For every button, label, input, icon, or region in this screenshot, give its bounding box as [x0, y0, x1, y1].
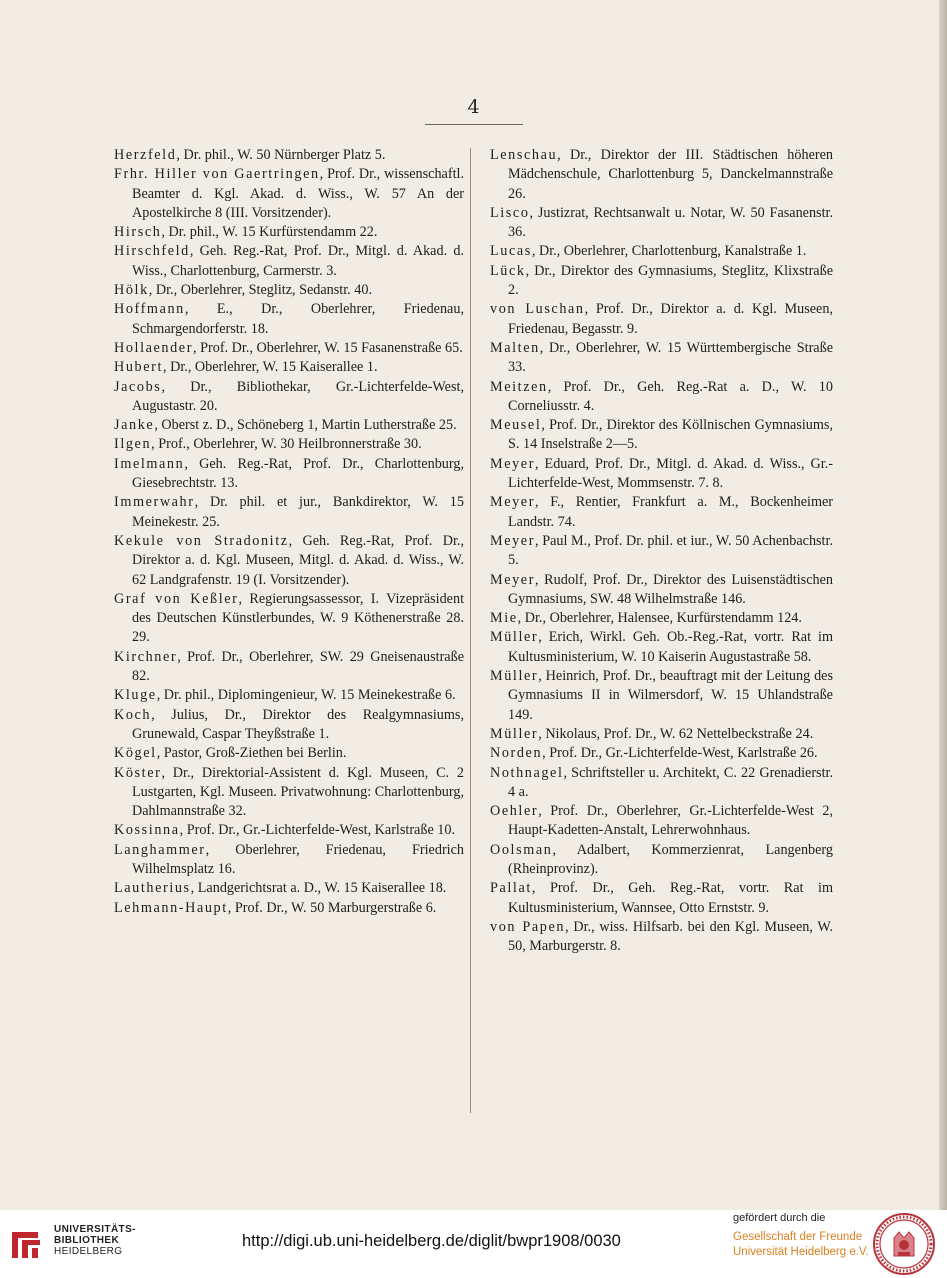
entry-name: Langhammer [114, 841, 206, 858]
library-line-2: BIBLIOTHEK [54, 1235, 120, 1246]
entry-name: Köster [114, 764, 162, 781]
entry-details: , Dr. phil., Diplomingenieur, W. 15 Meinekestraße 6. [156, 687, 456, 704]
entry-name: Hollaender [114, 339, 194, 356]
entry-name: Hölk [114, 282, 149, 299]
page-number: 4 [467, 96, 480, 118]
entry-details: , Prof. Dr., Direktor des Köllnischen Gymnasiums, S. 14 Inselstraße 2—5. [508, 417, 833, 453]
entry-name: Lenschau [490, 147, 558, 163]
entry-details: , Pastor, Groß-Ziethen bei Berlin. [156, 745, 347, 762]
entry-name: Müller [490, 629, 539, 646]
entry-details: , Prof. Dr., wissenschaftl. Beamter d. Kgl. Akad. d. Wiss., W. 57 An der Apostelkirche 8 (III. Vorsitzender). [132, 166, 465, 221]
entry-details: , Justizrat, Rechtsanwalt u. Notar, W. 50 Fasanenstr. 36. [508, 204, 833, 241]
directory-entry [114, 300, 464, 339]
directory-entry [490, 146, 833, 204]
entry-name: Mie [490, 610, 518, 627]
permalink-url[interactable]: http://digi.ub.uni-heidelberg.de/diglit/bwpr1908/0030 [242, 1232, 621, 1250]
column-divider [470, 148, 471, 1113]
directory-entry [114, 223, 464, 242]
entry-details: , Landgerichtsrat a. D., W. 15 Kaiserallee 18. [190, 880, 447, 897]
viewer-footer [0, 1210, 947, 1278]
entry-name: Lucas [490, 243, 532, 260]
entry-details: , Prof. Dr., W. 50 Marburgerstraße 6. [227, 899, 437, 916]
entry-details: , Prof., Oberlehrer, W. 30 Heilbronnerstraße 30. [151, 436, 422, 453]
directory-entry [490, 609, 833, 628]
entry-details: , Dr., Oberlehrer, W. 15 Kaiserallee 1. [163, 359, 378, 376]
directory-entry [490, 918, 833, 957]
directory-entry [114, 706, 464, 745]
library-line-1: UNIVERSITÄTS- [54, 1224, 136, 1235]
directory-entry [114, 435, 464, 454]
entry-details: , Dr. phil. et jur., Bankdirektor, W. 15 Meinekestr. 25. [132, 494, 464, 530]
entry-name: von Papen [490, 918, 566, 935]
entry-details: , Dr., Oberlehrer, Halensee, Kurfürstendamm 124. [517, 610, 802, 627]
directory-entry [490, 416, 833, 455]
directory-entry [114, 590, 464, 648]
directory-entry [490, 378, 833, 417]
entry-details: , Prof. Dr., Gr.-Lichterfelde-West, Karlstraße 10. [179, 822, 456, 839]
entry-name: Lautherius [114, 880, 191, 897]
entry-name: Kluge [114, 687, 157, 704]
entry-name: von Luschan [490, 301, 585, 318]
entry-name: Hoffmann [114, 301, 185, 318]
entry-name: Hirschfeld [114, 243, 190, 260]
entry-details: , Dr., Oberlehrer, Charlottenburg, Kanalstraße 1. [531, 243, 807, 260]
entry-name: Kirchner [114, 648, 178, 665]
entry-details: , Dr. phil., W. 50 Nürnberger Platz 5. [176, 147, 386, 163]
directory-entry [114, 165, 464, 223]
entry-details: , Schriftsteller u. Architekt, C. 22 Grenadierstr. 4 a. [508, 764, 833, 800]
entry-name: Meyer [490, 455, 536, 472]
directory-entry [490, 339, 833, 378]
entry-details: , Dr., Oberlehrer, W. 15 Württembergische Straße 33. [508, 339, 833, 376]
entry-name: Meitzen [490, 378, 548, 395]
sponsor-line-1: Gesellschaft der Freunde [733, 1231, 863, 1243]
directory-entry [114, 821, 464, 840]
entry-details: , Dr., Oberlehrer, Steglitz, Sedanstr. 40. [148, 282, 373, 299]
entry-details: , Julius, Dr., Direktor des Realgymnasiums, Grunewald, Caspar Theyßstraße 1. [132, 706, 464, 742]
directory-entry [490, 242, 833, 261]
university-seal-icon [872, 1212, 936, 1276]
entry-name: Pallat [490, 880, 532, 897]
entry-details: , Dr. phil., W. 15 Kurfürstendamm 22. [161, 224, 378, 241]
entry-details: , Prof. Dr., Oberlehrer, SW. 29 Gneisenaustraße 82. [132, 648, 464, 685]
entry-name: Oehler [490, 803, 539, 820]
entry-name: Müller [490, 725, 539, 742]
entry-name: Frhr. Hiller von Gaertringen [114, 166, 320, 183]
sponsor-line-2: Universität Heidelberg e.V. [733, 1246, 869, 1258]
directory-entry [490, 532, 833, 571]
entry-details: , Paul M., Prof. Dr. phil. et iur., W. 50 Achenbachstr. 5. [508, 532, 833, 569]
entry-details: , Dr., Bibliothekar, Gr.-Lichterfelde-West, Augustastr. 20. [132, 378, 464, 414]
entry-name: Meyer [490, 571, 536, 588]
directory-entry [490, 841, 833, 880]
entry-details: , Prof. Dr., Gr.-Lichterfelde-West, Karlstraße 26. [542, 745, 818, 762]
entry-name: Lehmann-Haupt [114, 899, 228, 916]
directory-entry [490, 744, 833, 763]
sponsor-label: gefördert durch die [733, 1212, 826, 1224]
entry-name: Hirsch [114, 224, 162, 241]
directory-entry [114, 242, 464, 281]
entry-details: , Geh. Reg.-Rat, Prof. Dr., Charlottenburg, Giesebrechtstr. 13. [132, 455, 464, 492]
entry-name: Kekule von Stradonitz [114, 532, 289, 549]
entry-name: Kossinna [114, 822, 180, 839]
sponsor-name[interactable] [733, 1230, 869, 1260]
entry-name: Ilgen [114, 436, 152, 453]
entry-details: , Oberst z. D., Schöneberg 1, Martin Lutherstraße 25. [154, 417, 457, 434]
entry-details: , E., Dr., Oberlehrer, Friedenau, Schmargendorferstr. 18. [132, 301, 464, 337]
entry-name: Janke [114, 417, 155, 434]
library-line-3: HEIDELBERG [54, 1246, 123, 1257]
directory-entry [490, 628, 833, 667]
entry-name: Imelmann [114, 455, 185, 472]
directory-entry [114, 416, 464, 435]
entry-details: , Geh. Reg.-Rat, Prof. Dr., Mitgl. d. Akad. d. Wiss., Charlottenburg, Carmerstr. 3. [132, 243, 464, 279]
entry-details: , Geh. Reg.-Rat, Prof. Dr., Direktor a. d. Kgl. Museen, Mitgl. d. Akad. d. Wiss., W. 62 Landgrafenstr. 19 (I. Vorsitzender). [132, 532, 464, 588]
directory-entry [114, 358, 464, 377]
directory-entry [490, 879, 833, 918]
entry-details: , Dr., wiss. Hilfsarb. bei den Kgl. Museen, W. 50, Marburgerstr. 8. [508, 918, 833, 955]
entry-name: Meyer [490, 532, 536, 549]
entry-details: , Prof. Dr., Oberlehrer, Gr.-Lichterfelde-West 2, Haupt-Kadetten-Anstalt, Lehrerwohnhaus. [508, 803, 833, 839]
directory-entry [114, 532, 464, 590]
directory-entry [490, 262, 833, 301]
entry-name: Jacobs [114, 378, 162, 395]
directory-entry [114, 686, 464, 705]
directory-entry [490, 300, 833, 339]
entry-name: Herzfeld [114, 147, 177, 163]
entry-details: , Prof. Dr., Geh. Reg.-Rat a. D., W. 10 Corneliusstr. 4. [508, 378, 833, 414]
directory-entry [490, 493, 833, 532]
entry-name: Lück [490, 262, 526, 279]
directory-entry [114, 648, 464, 687]
entry-name: Immerwahr [114, 494, 195, 511]
right-column [490, 146, 833, 956]
entry-name: Meyer [490, 494, 536, 511]
entry-name: Hubert [114, 359, 163, 376]
directory-entry [490, 455, 833, 494]
entry-details: , Heinrich, Prof. Dr., beauftragt mit der Leitung des Gymnasiums II in Wilmersdorf, W. 15 Uhlandstraße 149. [508, 668, 833, 723]
page-number-rule [425, 124, 523, 125]
entry-details: , Prof. Dr., Oberlehrer, W. 15 Fasanenstraße 65. [193, 339, 463, 356]
directory-entry [114, 764, 464, 822]
entry-name: Norden [490, 745, 543, 762]
entry-details: , Rudolf, Prof. Dr., Direktor des Luisenstädtischen Gymnasiums, SW. 48 Wilhelmstraße 146. [508, 571, 833, 607]
entry-details: , Regierungsassessor, I. Vizepräsident des Deutschen Künstlerbundes, W. 9 Köthenerstraße 28. 29. [132, 590, 465, 646]
entry-details: , Dr., Direktorial-Assistent d. Kgl. Museen, C. 2 Lustgarten, Kgl. Museen. Privatwohnung: Charlottenburg, Dahlmannstraße 32. [132, 764, 464, 820]
directory-entry [490, 802, 833, 841]
directory-entry [114, 339, 464, 358]
entry-name: Meusel [490, 417, 542, 434]
entry-details: , Prof. Dr., Geh. Reg.-Rat, vortr. Rat im Kultusministerium, Wannsee, Otto Ernststr. 9. [508, 880, 833, 916]
directory-entry [490, 571, 833, 610]
entry-name: Lisco [490, 204, 530, 221]
directory-entry [114, 899, 464, 918]
entry-details: , Eduard, Prof. Dr., Mitgl. d. Akad. d. Wiss., Gr.-Lichterfelde-West, Mommsenstr. 7. 8. [508, 455, 833, 492]
directory-entry [490, 725, 833, 744]
page-edge [939, 0, 947, 1210]
entry-name: Müller [490, 668, 539, 685]
directory-entry [114, 455, 464, 494]
entry-name: Malten [490, 339, 540, 356]
entry-details: , Adalbert, Kommerzienrat, Langenberg (Rheinprovinz). [508, 841, 833, 877]
entry-details: , Dr., Direktor der III. Städtischen höheren Mädchenschule, Charlottenburg 5, Danckelmannstraße 26. [508, 147, 833, 202]
directory-entry [114, 493, 464, 532]
directory-entry [114, 378, 464, 417]
directory-entry [114, 841, 464, 880]
entry-details: , Dr., Direktor des Gymnasiums, Steglitz, Klixstraße 2. [508, 262, 833, 299]
directory-entry [114, 744, 464, 763]
directory-entry [490, 204, 833, 243]
left-column [114, 146, 464, 918]
ub-heidelberg-logo-icon[interactable] [10, 1226, 46, 1262]
directory-entry [490, 667, 833, 725]
entry-details: , Prof. Dr., Direktor a. d. Kgl. Museen, Friedenau, Begasstr. 9. [508, 301, 833, 337]
directory-entry [114, 879, 464, 898]
entry-details: , F., Rentier, Frankfurt a. M., Bockenheimer Landstr. 74. [508, 494, 833, 530]
entry-details: , Oberlehrer, Friedenau, Friedrich Wilhelmsplatz 16. [132, 841, 464, 877]
library-name [54, 1224, 136, 1257]
directory-entry [114, 146, 464, 165]
directory-entry [114, 281, 464, 300]
directory-entry [490, 764, 833, 803]
entry-name: Graf von Keßler [114, 590, 239, 607]
entry-name: Oolsman [490, 841, 553, 858]
entry-details: , Nikolaus, Prof. Dr., W. 62 Nettelbeckstraße 24. [538, 725, 814, 742]
entry-name: Koch [114, 706, 152, 723]
entry-name: Kögel [114, 745, 157, 762]
entry-name: Nothnagel [490, 764, 564, 781]
entry-details: , Erich, Wirkl. Geh. Ob.-Reg.-Rat, vortr. Rat im Kultusministerium, W. 10 Kaiserin Augustastraße 58. [508, 629, 833, 665]
